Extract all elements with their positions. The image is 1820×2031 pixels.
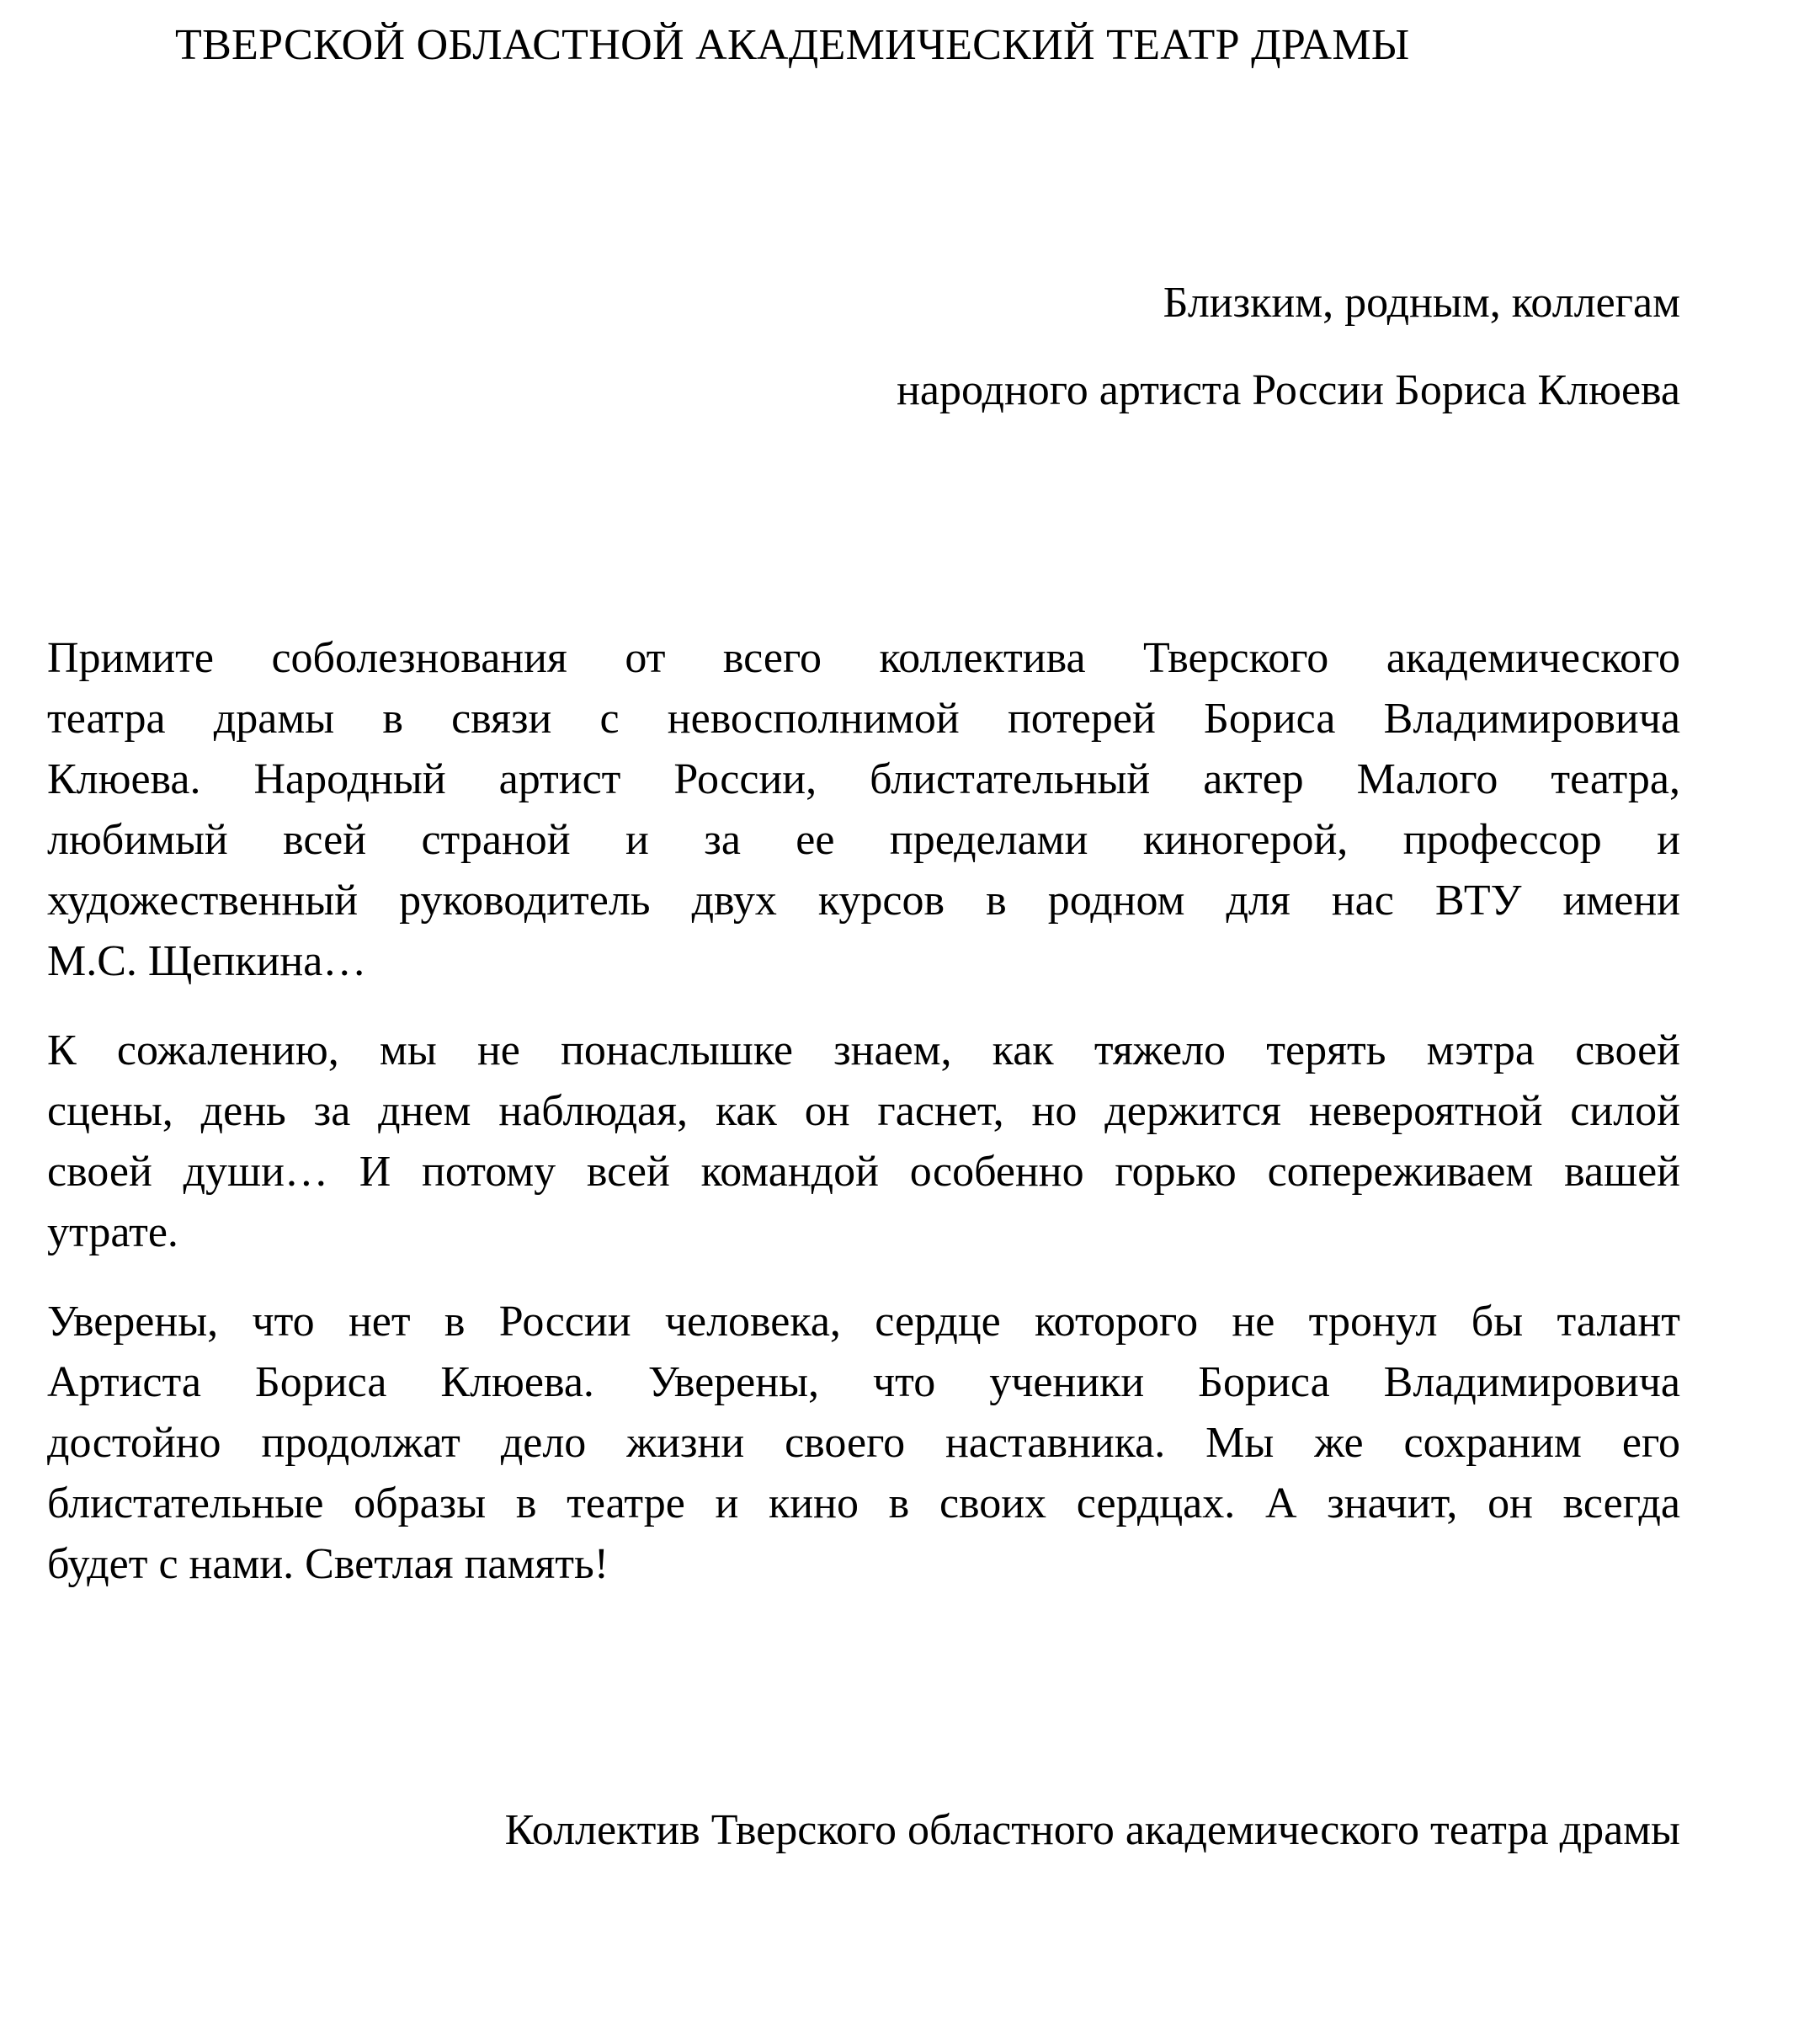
paragraph-line: М.С. Щепкина… [47,937,367,985]
body-paragraph-1 [47,628,1680,992]
paragraph-line: Артиста Бориса Клюева. Уверены, что ученики Бориса Владимировича [47,1358,1680,1406]
paragraph-line: художественный руководитель двух курсов в родном для нас ВТУ имени [47,877,1680,925]
body-paragraph-2 [47,1021,1680,1263]
paragraph-line: Уверены, что нет в России человека, сердце которого не тронул бы талант [47,1298,1680,1346]
paragraph-line: Клюева. Народный артист России, блистательный актер Малого театра, [47,755,1680,803]
addressee-line-1: Близким, родным, коллегам [1163,279,1680,327]
paragraph-line: достойно продолжат дело жизни своего наставника. Мы же сохраним его [47,1419,1680,1467]
paragraph-line: Примите соболезнования от всего коллектива Тверского академического [47,634,1680,682]
paragraph-line: К сожалению, мы не понаслышке знаем, как тяжело терять мэтра своей [47,1026,1680,1074]
paragraph-line: утрате. [47,1208,178,1256]
paragraph-line: будет с нами. Светлая память! [47,1540,609,1588]
paragraph-line: своей души… И потому всей командой особенно горько сопереживаем вашей [47,1148,1680,1196]
signature: Коллектив Тверского областного академического театра драмы [504,1806,1680,1854]
paragraph-line: блистательные образы в театре и кино в своих сердцах. А значит, он всегда [47,1479,1680,1527]
addressee-line-2: народного артиста России Бориса Клюева [897,366,1680,414]
paragraph-line: сцены, день за днем наблюдая, как он гаснет, но держится невероятной силой [47,1087,1680,1135]
document-header-title: ТВЕРСКОЙ ОБЛАСТНОЙ АКАДЕМИЧЕСКИЙ ТЕАТР ДРАМЫ [175,21,1410,69]
paragraph-line: любимый всей страной и за ее пределами киногерой, профессор и [47,816,1680,864]
body-paragraph-3 [47,1292,1680,1595]
paragraph-line: театра драмы в связи с невосполнимой потерей Бориса Владимировича [47,695,1680,743]
